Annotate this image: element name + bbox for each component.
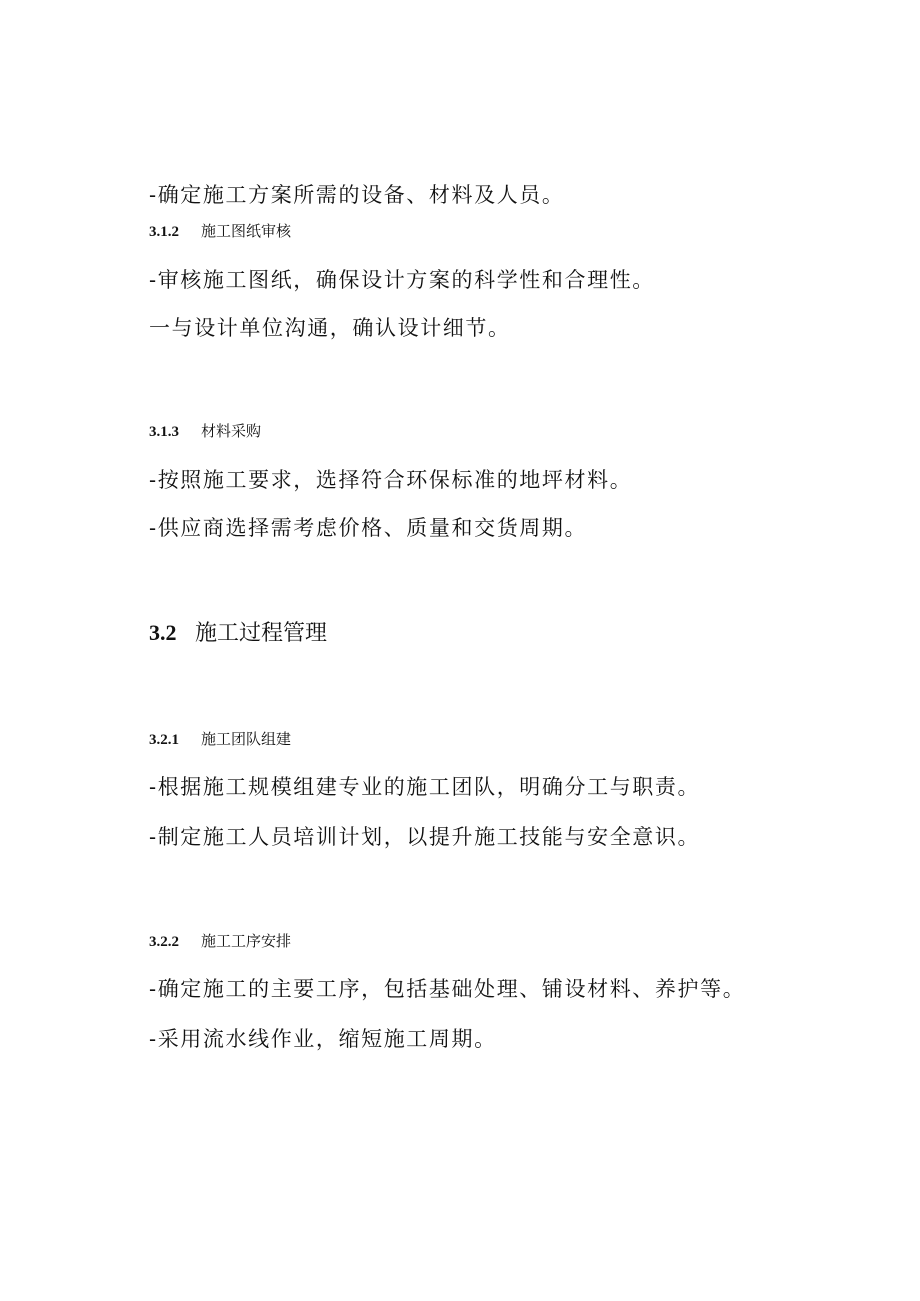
heading-title: 材料采购 <box>201 422 262 440</box>
paragraph-communicate: 一与设计单位沟通，确认设计细节。 <box>149 316 511 340</box>
heading-3-2 <box>149 619 327 648</box>
heading-3-1-2 <box>149 221 291 242</box>
heading-title: 施工工序安排 <box>201 932 292 950</box>
paragraph-training: -制定施工人员培训计划，以提升施工技能与安全意识。 <box>149 825 701 849</box>
heading-title: 施工图纸审核 <box>201 222 292 240</box>
heading-number: 3.2.1 <box>149 732 179 748</box>
paragraph-pipeline: -采用流水线作业，缩短施工周期。 <box>149 1027 497 1051</box>
heading-number: 3.2 <box>149 620 177 645</box>
heading-3-2-1 <box>149 729 291 750</box>
heading-3-2-2 <box>149 931 291 952</box>
heading-number: 3.1.3 <box>149 424 179 440</box>
heading-title: 施工过程管理 <box>195 621 328 646</box>
heading-number: 3.2.2 <box>149 934 179 950</box>
paragraph-equipment: -确定施工方案所需的设备、材料及人员。 <box>149 183 565 207</box>
heading-title: 施工团队组建 <box>201 730 292 748</box>
paragraph-supplier: -供应商选择需考虑价格、质量和交货周期。 <box>149 516 588 540</box>
heading-number: 3.1.2 <box>149 224 179 240</box>
paragraph-team: -根据施工规模组建专业的施工团队，明确分工与职责。 <box>149 775 701 799</box>
paragraph-review: -审核施工图纸，确保设计方案的科学性和合理性。 <box>149 268 655 292</box>
heading-3-1-3 <box>149 421 261 442</box>
paragraph-select-material: -按照施工要求，选择符合环保标准的地坪材料。 <box>149 468 633 492</box>
paragraph-process: -确定施工的主要工序，包括基础处理、铺设材料、养护等。 <box>149 977 746 1001</box>
